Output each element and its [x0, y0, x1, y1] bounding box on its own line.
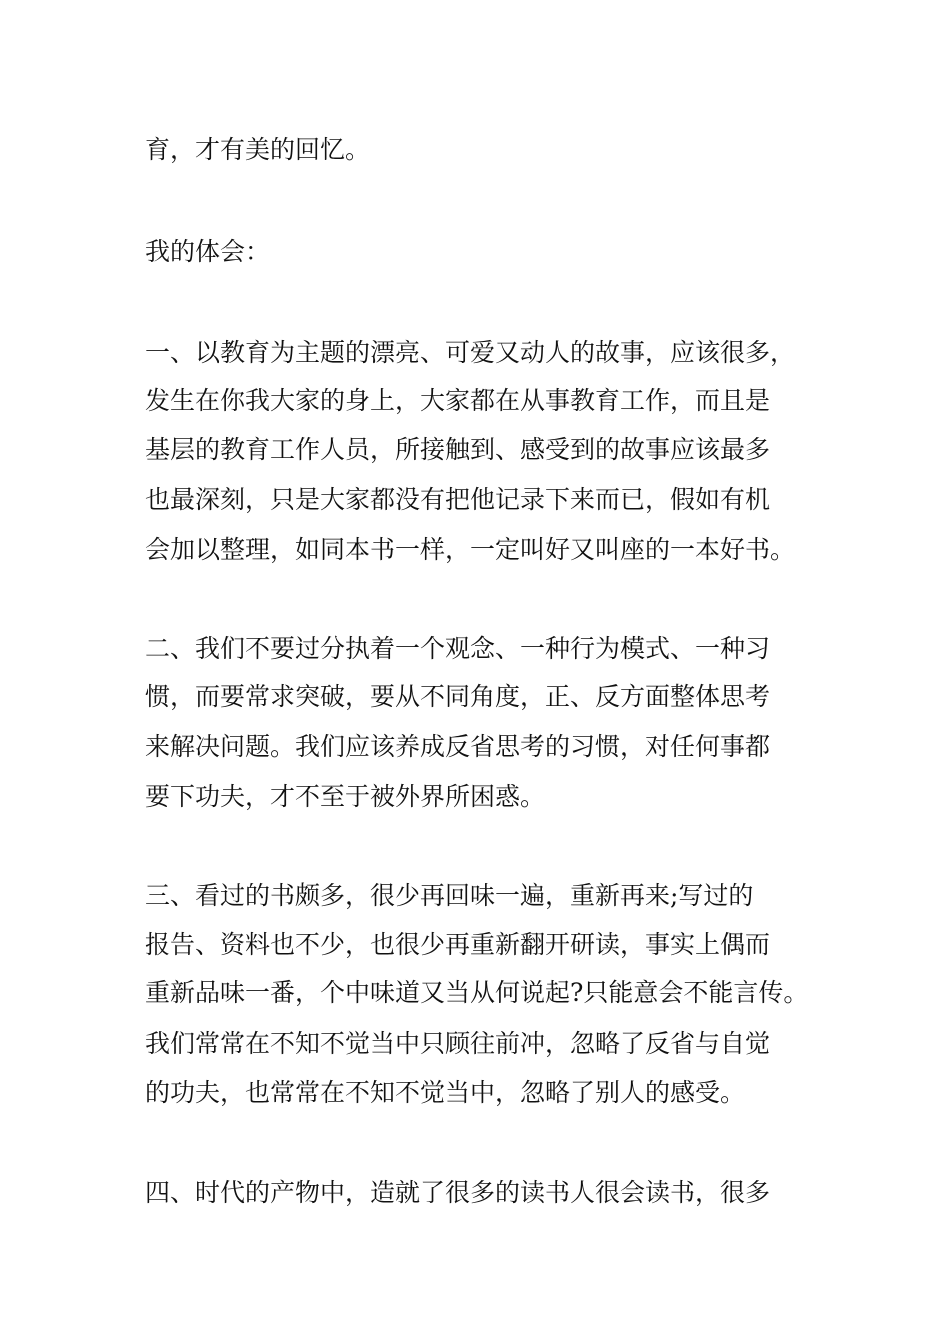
text-line-14: 重新品味一番，个中味道又当从何说起?只能意会不能言传。 — [145, 978, 809, 1007]
text-line-9: 惯，而要常求突破，要从不同角度，正、反方面整体思考 — [145, 682, 771, 711]
text-line-3: 一、以教育为主题的漂亮、可爱又动人的故事，应该很多， — [145, 338, 796, 367]
text-line-10: 来解决问题。我们应该养成反省思考的习惯，对任何事都 — [145, 732, 771, 761]
text-line-12: 三、看过的书颇多，很少再回味一遍，重新再来;写过的 — [145, 881, 754, 910]
text-line-11: 要下功夫，才不至于被外界所困惑。 — [145, 782, 546, 811]
text-line-6: 也最深刻，只是大家都没有把他记录下来而已，假如有机 — [145, 485, 771, 514]
text-line-5: 基层的教育工作人员，所接触到、感受到的故事应该最多 — [145, 435, 771, 464]
text-line-16: 的功夫，也常常在不知不觉当中，忽略了别人的感受。 — [145, 1078, 746, 1107]
text-line-8: 二、我们不要过分执着一个观念、一种行为模式、一种习 — [145, 634, 771, 663]
text-line-15: 我们常常在不知不觉当中只顾往前冲，忽略了反省与自觉 — [145, 1029, 771, 1058]
text-line-4: 发生在你我大家的身上，大家都在从事教育工作，而且是 — [145, 386, 771, 415]
text-line-13: 报告、资料也不少，也很少再重新翻开研读，事实上偶而 — [145, 930, 771, 959]
text-line-7: 会加以整理，如同本书一样，一定叫好又叫座的一本好书。 — [145, 535, 796, 564]
text-line-1: 育，才有美的回忆。 — [145, 135, 371, 164]
text-line-17: 四、时代的产物中，造就了很多的读书人很会读书，很多 — [145, 1178, 771, 1207]
text-line-2: 我的体会： — [145, 237, 271, 266]
